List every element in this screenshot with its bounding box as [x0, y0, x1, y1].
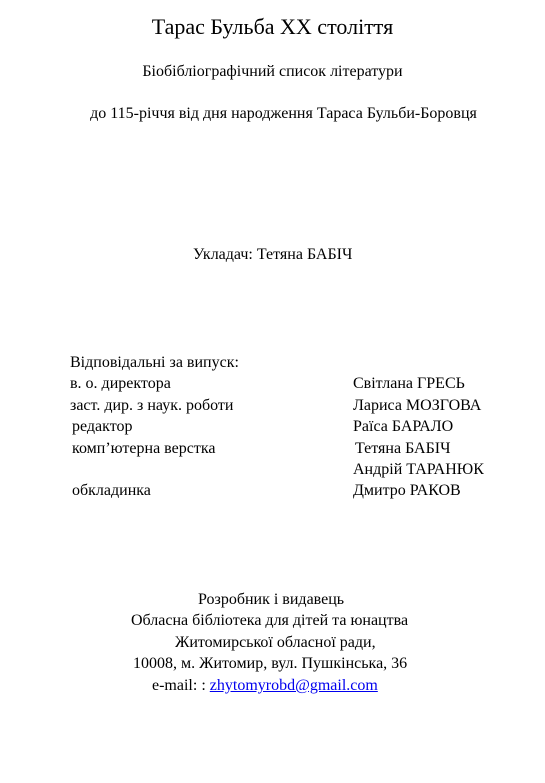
document-dedication: до 115-річчя від дня народження Тараса Бульби-Боровця: [90, 105, 477, 122]
publisher-email-line: [152, 676, 378, 696]
credit-person-layout: Тетяна БАБІЧ: [355, 440, 451, 457]
credit-person-director: Світлана ГРЕСЬ: [353, 375, 465, 392]
credit-role-director: в. о. директора: [70, 375, 171, 392]
credit-role-deputy: заст. дир. з наук. роботи: [70, 397, 234, 414]
credit-role-layout: комп’ютерна верстка: [72, 440, 216, 457]
publisher-name-line1: Обласна бібліотека для дітей та юнацтва: [131, 612, 409, 629]
responsible-heading: Відповідальні за випуск:: [70, 354, 239, 371]
publisher-heading: Розробник і видавець: [198, 591, 345, 608]
document-title: Тарас Бульба XX століття: [151, 14, 394, 39]
credit-person-layout-2: Андрій ТАРАНЮК: [353, 461, 484, 478]
email-link[interactable]: zhytomyrobd@gmail.com: [209, 677, 378, 694]
credit-role-cover: обкладинка: [72, 482, 151, 499]
email-prefix: e-mail: :: [152, 677, 206, 694]
credit-role-editor: редактор: [72, 418, 133, 435]
credit-person-cover: Дмитро РАКОВ: [353, 482, 461, 499]
credit-person-deputy: Лариса МОЗГОВА: [353, 397, 482, 414]
credit-person-editor: Раїса БАРАЛО: [353, 418, 454, 435]
document-subtitle: Біобібліографічний список літератури: [142, 63, 403, 80]
publisher-name-line2: Житомирської обласної ради,: [175, 634, 376, 651]
publisher-address: 10008, м. Житомир, вул. Пушкінська, 36: [133, 655, 408, 672]
compiler-line: Укладач: Тетяна БАБІЧ: [193, 246, 353, 263]
